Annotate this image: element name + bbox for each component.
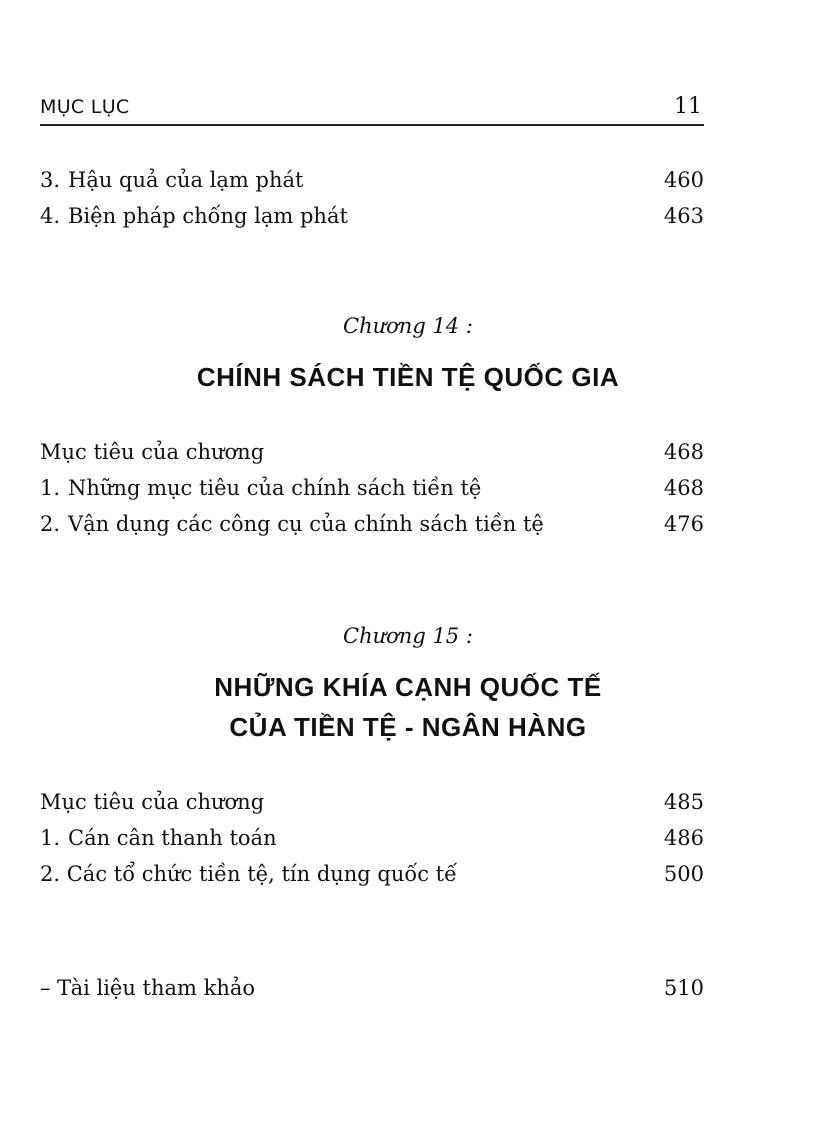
toc-entry [40,508,704,540]
toc-entry-text: Mục tiêu của chương [40,790,265,814]
toc-entry-number: 3. [40,168,61,192]
toc-entry-number: 1. [40,826,61,850]
toc-entry [40,858,704,890]
toc-entry-number: 4. [40,204,61,228]
toc-entry-page: 460 [663,168,704,192]
toc-entry [40,786,704,818]
toc-entry-label [40,822,277,854]
toc-entry-label [40,472,481,504]
chapter-14-title: CHÍNH SÁCH TIỀN TỆ QUỐC GIA [196,362,620,392]
toc-entry-label [40,858,457,890]
toc-entry-page: 476 [663,512,704,536]
toc-entry-page: 486 [663,826,704,850]
toc-entry-page: 485 [663,790,704,814]
header-page-number: 11 [674,94,702,119]
toc-entry-text: Vận dụng các công cụ của chính sách tiền tệ [68,512,544,536]
chapter-15-label: Chương 15 : [343,624,473,648]
toc-entry-number: 1. [40,476,61,500]
toc-entry-text: Cán cân thanh toán [68,826,277,850]
toc-entry-text: Hậu quả của lạm phát [68,168,304,192]
toc-entry [40,164,704,196]
toc-entry-page: 468 [663,440,704,464]
toc-entry-number: 2. [40,512,61,536]
toc-entry-text: Mục tiêu của chương [40,440,265,464]
toc-entry-text: Các tổ chức tiền tệ, tín dụng quốc tế [66,862,458,886]
toc-entry-label [40,164,303,196]
toc-entry [40,200,704,232]
toc-entry-page: 510 [663,976,704,1000]
toc-entry-text: Biện pháp chống lạm phát [68,204,348,228]
toc-entry [40,436,704,468]
toc-entry-page: 468 [663,476,704,500]
toc-entry-references [40,972,704,1004]
toc-entry-page: 463 [663,204,704,228]
toc-entry-text: – Tài liệu tham khảo [40,976,256,1000]
toc-entry-page: 500 [663,862,704,886]
chapter-15-title-line-1: NHỮNG KHÍA CẠNH QUỐC TẾ [214,672,602,702]
header-title: MỤC LỤC [40,96,130,118]
toc-entry-label [40,200,348,232]
toc-entry-label [40,508,544,540]
chapter-14-label: Chương 14 : [343,314,473,338]
toc-entry [40,822,704,854]
toc-entry-text: Những mục tiêu của chính sách tiền tệ [68,476,482,500]
page-header [40,94,704,126]
toc-entry [40,472,704,504]
chapter-15-title-line-2: CỦA TIỀN TỆ - NGÂN HÀNG [229,712,587,742]
toc-entry-number: 2. [40,862,61,886]
